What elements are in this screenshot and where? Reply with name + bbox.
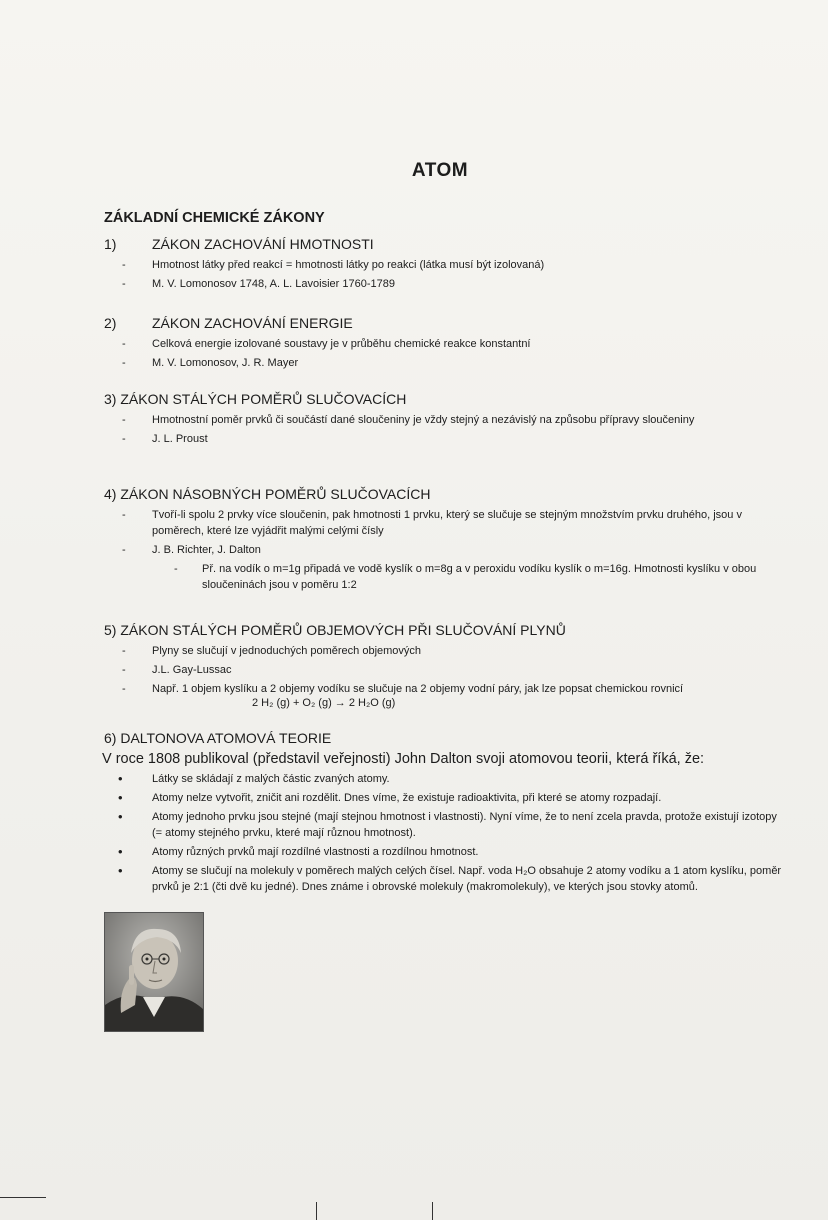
list-item: - Plyny se slučují v jednoduchých poměrech objemových — [104, 643, 784, 659]
list-item: • Atomy nelze vytvořit, zničit ani rozdělit. Dnes víme, že existuje radioaktivita, při které se atomy rozpadají. — [104, 790, 784, 806]
main-heading: ZÁKLADNÍ CHEMICKÉ ZÁKONY — [104, 210, 325, 226]
list-item: • Látky se skládají z malých částic zvaných atomy. — [104, 771, 784, 787]
section-intro: V roce 1808 publikoval (představil veřejnosti) John Dalton svoji atomovou teorii, která říká, že: — [102, 751, 705, 767]
section-title: 5) ZÁKON STÁLÝCH POMĚRŮ OBJEMOVÝCH PŘI SLUČOVÁNÍ PLYNŮ — [104, 622, 566, 638]
list-item: - M. V. Lomonosov, J. R. Mayer — [104, 355, 784, 371]
section-title: ZÁKON ZACHOVÁNÍ ENERGIE — [152, 315, 353, 331]
section-dalton-atomic-theory — [104, 730, 784, 898]
page-edge-mark — [316, 1202, 317, 1220]
section-number: 1) — [104, 236, 117, 252]
list-item: - Hmotnost látky před reakcí = hmotnosti látky po reakci (látka musí být izolovaná) — [104, 257, 784, 273]
section-title: 3) ZÁKON STÁLÝCH POMĚRŮ SLUČOVACÍCH — [104, 391, 407, 407]
section-law-multiple-proportions — [104, 486, 784, 596]
list-item — [104, 542, 784, 593]
list-item: • Atomy jednoho prvku jsou stejné (mají stejnou hmotnost i vlastnosti). Nyní víme, že to není zcela pravda, protože existují izotopy (= atomy stejného prvku, které mají různou hmotnost). — [104, 809, 784, 841]
section-number: 2) — [104, 315, 117, 331]
sub-list-item: - Př. na vodík o m=1g připadá ve vodě kyslík o m=8g a v peroxidu vodíku kyslík o m=16g. Hmotnosti kyslíku v obou sloučeninách jsou v poměru 1:2 — [152, 561, 784, 593]
page-edge-mark — [432, 1202, 433, 1220]
list-item: - Hmotnostní poměr prvků či součástí dané sloučeniny je vždy stejný a nezávislý na způsobu přípravy sloučeniny — [104, 412, 784, 428]
list-item-text: Např. 1 objem kyslíku a 2 objemy vodíku se slučuje na 2 objemy vodní páry, jak lze popsat chemickou rovnicí — [152, 683, 684, 695]
list-item: - Tvoří-li spolu 2 prvky více sloučenin, pak hmotnosti 1 prvku, který se slučuje se stejným množstvím prvku druhého, jsou v poměrech, které lze vyjádřit malými celými čísly — [104, 507, 784, 539]
section-law-definite-proportions — [104, 391, 784, 450]
section-title: 6) DALTONOVA ATOMOVÁ TEORIE — [104, 730, 332, 746]
list-item-text: J. B. Richter, J. Dalton — [152, 544, 261, 556]
list-item: - Celková energie izolované soustavy je v průběhu chemické reakce konstantní — [104, 336, 784, 352]
list-item: - J. L. Proust — [104, 431, 784, 447]
list-item: • Atomy různých prvků mají rozdílné vlastnosti a rozdílnou hmotnost. — [104, 844, 784, 860]
section-law-conservation-energy — [104, 315, 784, 374]
list-item: - J.L. Gay-Lussac — [104, 662, 784, 678]
section-heading — [104, 236, 784, 252]
section-heading — [104, 315, 784, 331]
portrait-illustration — [105, 913, 203, 1031]
page-edge-line — [0, 1197, 46, 1198]
section-law-conservation-mass — [104, 236, 784, 295]
section-title: ZÁKON ZACHOVÁNÍ HMOTNOSTI — [152, 236, 374, 252]
list-item: • Atomy se slučují na molekuly v poměrech malých celých čísel. Např. voda H₂O obsahuje 2 atomy vodíku a 1 atom kyslíku, poměr prvků je 2:1 (čti dvě ku jedné). Dnes známe i obrovské molekuly (makromolekuly), ve kterých jsou stovky atomů. — [104, 863, 784, 895]
section-law-combining-volumes — [104, 622, 784, 714]
chemical-equation: 2 H₂ (g) + O₂ (g) → 2 H₂O (g) — [252, 697, 396, 709]
list-item — [104, 681, 784, 711]
list-item: - M. V. Lomonosov 1748, A. L. Lavoisier 1760-1789 — [104, 276, 784, 292]
section-title: 4) ZÁKON NÁSOBNÝCH POMĚRŮ SLUČOVACÍCH — [104, 486, 431, 502]
page-title: ATOM — [411, 160, 469, 181]
john-dalton-portrait-image — [104, 912, 204, 1032]
